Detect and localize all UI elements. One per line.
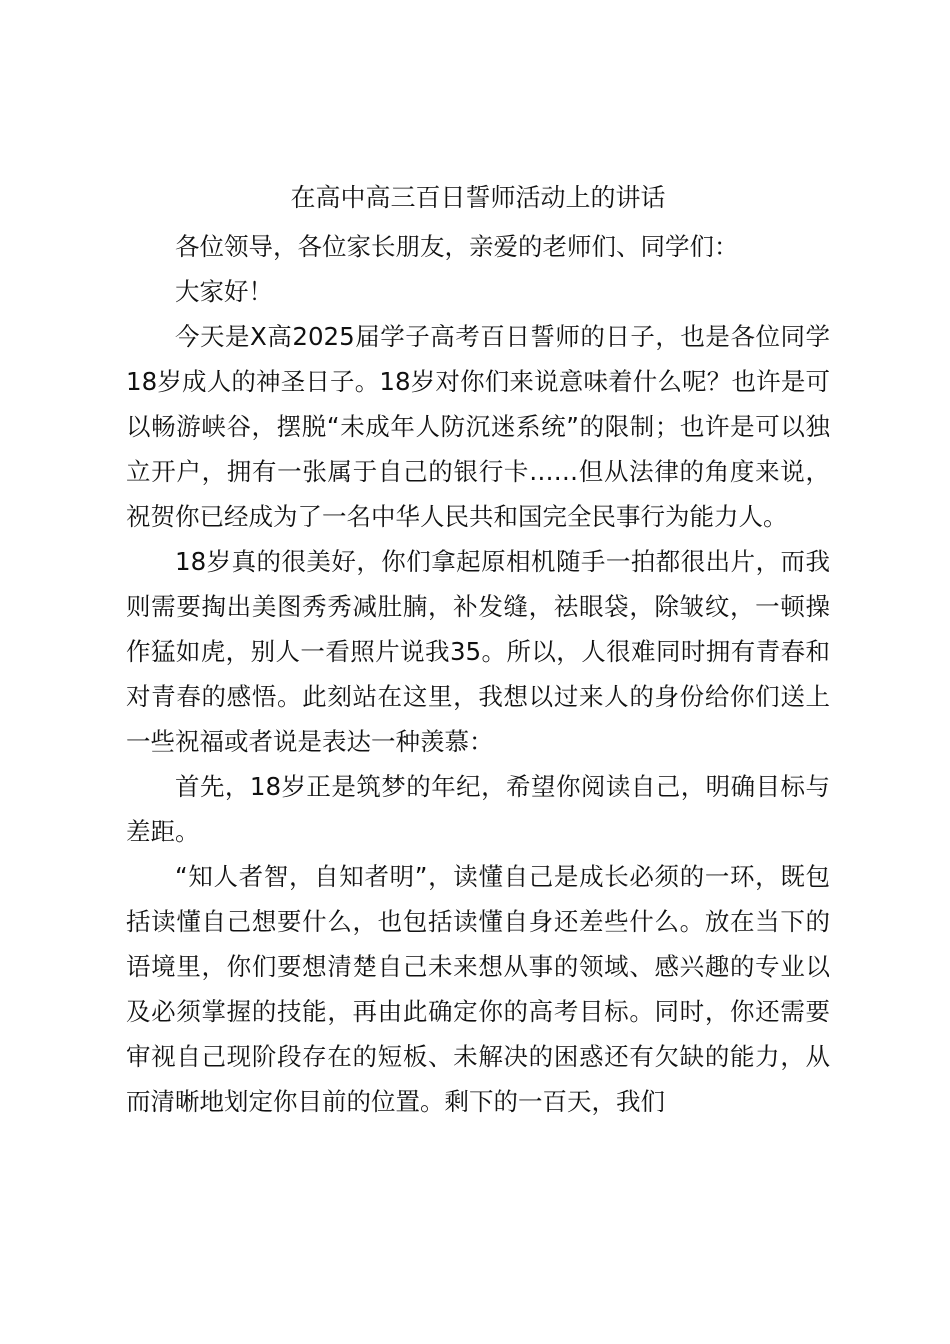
paragraph-greeting: 大家好！ bbox=[175, 277, 273, 306]
document-page bbox=[126, 172, 830, 1124]
paragraph-intro: 今天是X高2025届学子高考百日誓师的日子，也是各位同学18岁成人的神圣日子。18岁对你们来说意味着什么呢？也许是可以畅游峡谷，摆脱“未成年人防沉迷系统”的限制；也许是可以独立开户，拥有一张属于自己的银行卡……但从法律的角度来说，祝贺你已经成为了一名中华人民共和国完全民事行为能力人。 bbox=[126, 322, 830, 531]
paragraph-first-point: 首先，18岁正是筑梦的年纪，希望你阅读自己，明确目标与差距。 bbox=[126, 772, 830, 846]
speech-title: 在高中高三百日誓师活动上的讲话 bbox=[290, 183, 666, 212]
paragraph-youth: 18岁真的很美好，你们拿起原相机随手一拍都很出片，而我则需要掏出美图秀秀减肚腩，补发缝，祛眼袋，除皱纹，一顿操作猛如虎，别人一看照片说我35。所以，人很难同时拥有青春和对青春的感悟。此刻站在这里，我想以过来人的身份给你们送上一些祝福或者说是表达一种羡慕： bbox=[126, 547, 830, 756]
paragraph-self-knowledge: “知人者智，自知者明”，读懂自己是成长必须的一环，既包括读懂自己想要什么，也包括读懂自身还差些什么。放在当下的语境里，你们要想清楚自己未来想从事的领域、感兴趣的专业以及必须掌握的技能，再由此确定你的高考目标。同时，你还需要审视自己现阶段存在的短板、未解决的困惑还有欠缺的能力，从而清晰地划定你目前的位置。剩下的一百天，我们 bbox=[126, 862, 830, 1116]
paragraph-salutation: 各位领导，各位家长朋友，亲爱的老师们、同学们： bbox=[175, 232, 739, 261]
